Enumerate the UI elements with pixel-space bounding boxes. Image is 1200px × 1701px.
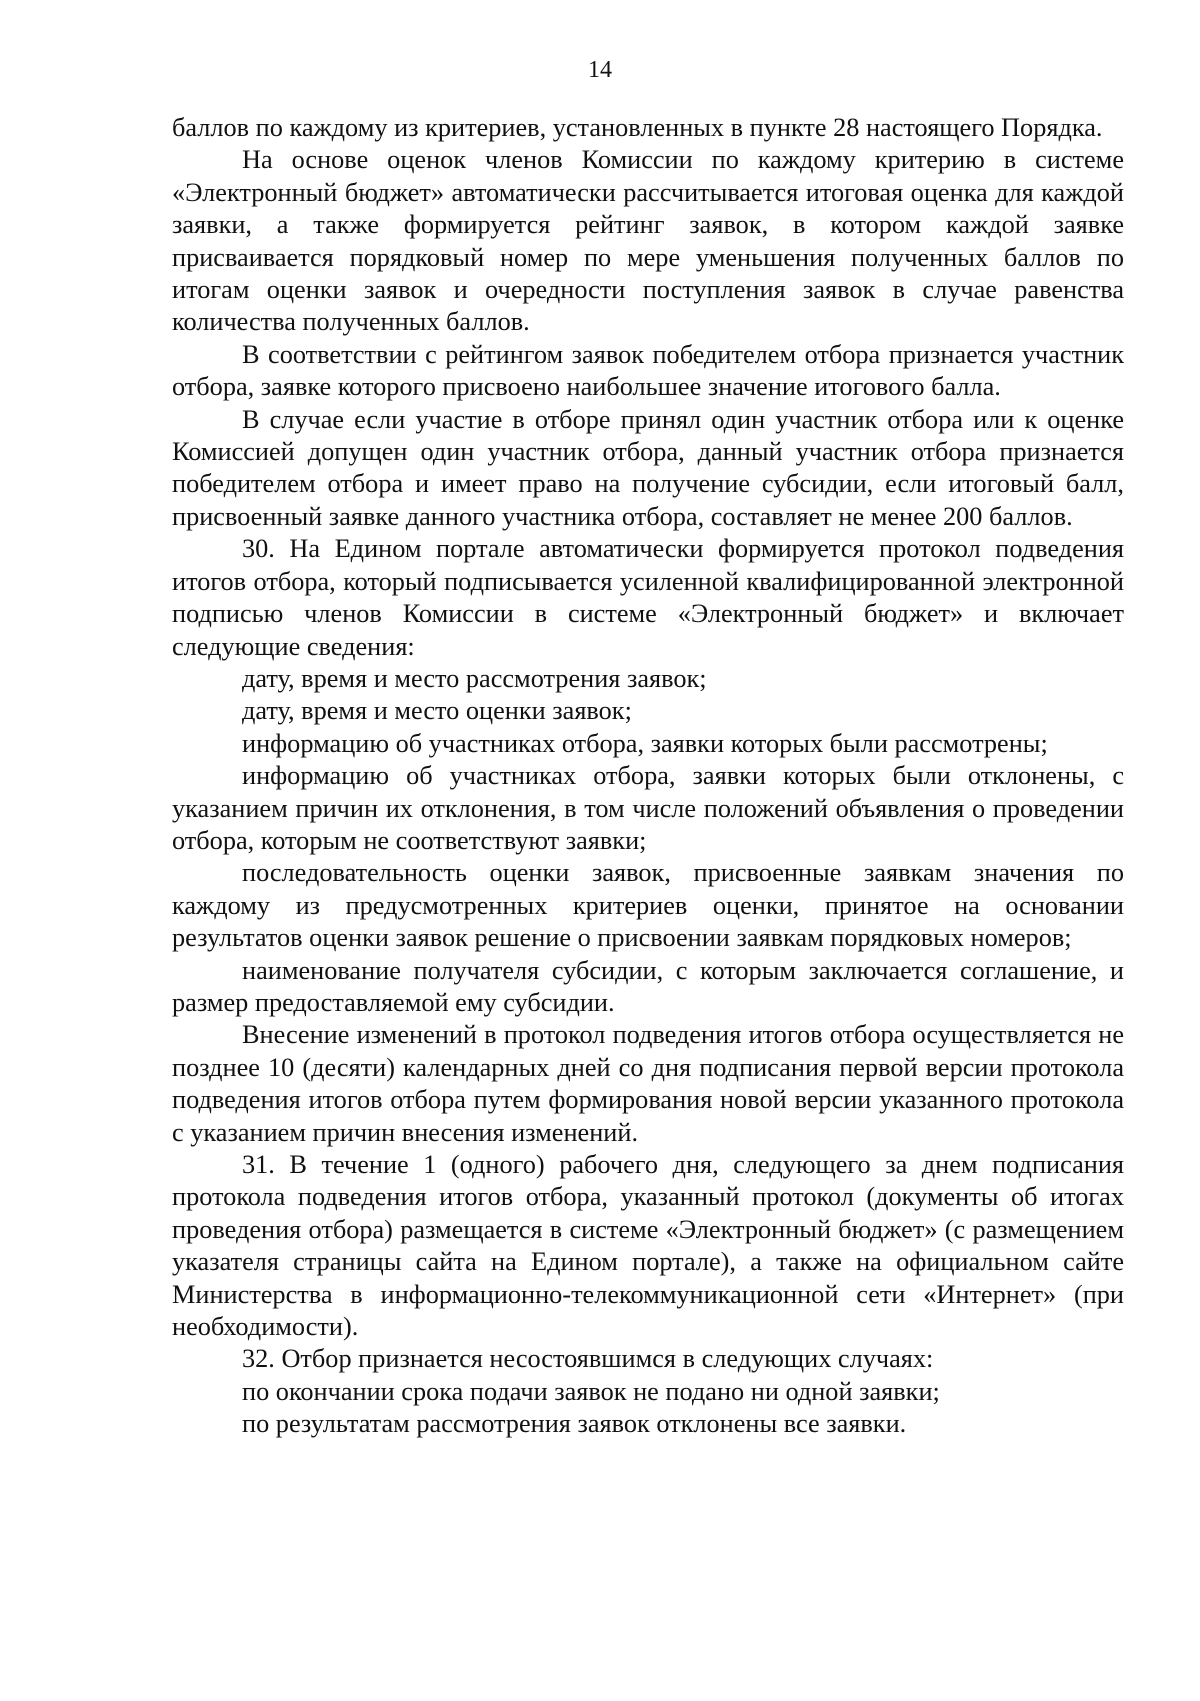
paragraph-section-32: 32. Отбор признается несостоявшимся в следующих случаях: bbox=[242, 1344, 934, 1374]
paragraph-section-31: 31. В течение 1 (одного) рабочего дня, следующего за днем подписания протокола подведения итогов отбора, указанный протокол (документы об итогах проведения отбора) размещается в системе «Электронный бюджет» (с размещением указателя страницы сайта на Едином портале), а также на официальном сайте Министерства в информационно-телекоммуникационной сети «Интернет» (при необходимости). bbox=[172, 1150, 1124, 1342]
list-item: последовательность оценки заявок, присвоенные заявкам значения по каждому из предусмотренных критериев оценки, принятое на основании результатов оценки заявок решение о присвоении заявкам порядковых номеров; bbox=[172, 858, 1124, 953]
paragraph-rating: На основе оценок членов Комиссии по каждому критерию в системе «Электронный бюджет» автоматически рассчитывается итоговая оценка для каждой заявки, а также формируется рейтинг заявок, в котором каждой заявке присваивается порядковый номер по мере уменьшения полученных баллов по итогам оценки заявок и очередности поступления заявок в случае равенства количества полученных баллов. bbox=[172, 145, 1124, 337]
paragraph-winner: В соответствии с рейтингом заявок победителем отбора признается участник отбора, заявке которого присвоено наибольшее значение итогового балла. bbox=[172, 339, 1124, 402]
paragraph-section-30: 30. На Едином портале автоматически формируется протокол подведения итогов отбора, который подписывается усиленной квалифицированной электронной подписью членов Комиссии в системе «Электронный бюджет» и включает следующие сведения: bbox=[172, 534, 1124, 661]
paragraph-single-participant: В случае если участие в отборе принял один участник отбора или к оценке Комиссией допущен один участник отбора, данный участник отбора признается победителем отбора и имеет право на получение субсидии, если итоговый балл, присвоенный заявке данного участника отбора, составляет не менее 200 баллов. bbox=[172, 404, 1124, 531]
list-item: дату, время и место оценки заявок; bbox=[242, 696, 632, 726]
document-body bbox=[172, 112, 1124, 1441]
list-item: информацию об участниках отбора, заявки которых были рассмотрены; bbox=[242, 728, 1048, 758]
list-item: дату, время и место рассмотрения заявок; bbox=[242, 663, 707, 693]
list-item: по результатам рассмотрения заявок отклонены все заявки. bbox=[242, 1409, 907, 1439]
list-item: информацию об участниках отбора, заявки которых были отклонены, с указанием причин их отклонения, в том числе положений объявления о проведении отбора, которым не соответствуют заявки; bbox=[172, 761, 1124, 855]
paragraph-continuation: баллов по каждому из критериев, установленных в пункте 28 настоящего Порядка. bbox=[172, 113, 1103, 142]
paragraph-protocol-changes: Внесение изменений в протокол подведения итогов отбора осуществляется не позднее 10 (десяти) календарных дней со дня подписания первой версии протокола подведения итогов отбора путем формирования новой версии указанного протокола с указанием причин внесения изменений. bbox=[172, 1020, 1124, 1147]
list-item: наименование получателя субсидии, с которым заключается соглашение, и размер предоставляемой ему субсидии. bbox=[172, 955, 1124, 1017]
list-item: по окончании срока подачи заявок не подано ни одной заявки; bbox=[242, 1376, 940, 1406]
page-number: 14 bbox=[588, 57, 612, 83]
